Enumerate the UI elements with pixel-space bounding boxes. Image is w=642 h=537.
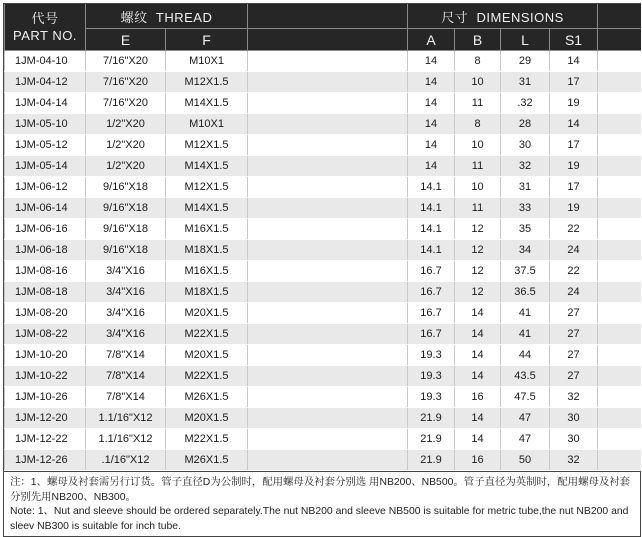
cell-b: 8 — [455, 114, 501, 135]
cell-s1: 19 — [550, 93, 598, 114]
cell-l: 29 — [501, 51, 550, 72]
notes — [4, 471, 640, 536]
table-row — [5, 450, 641, 471]
cell-a: 14 — [408, 135, 455, 156]
cell-a: 16.7 — [408, 303, 455, 324]
cell-part: 1JM-12-26 — [5, 450, 86, 471]
cell-a: 14 — [408, 156, 455, 177]
cell-a: 14 — [408, 114, 455, 135]
cell-a: 21.9 — [408, 429, 455, 450]
dimensions-header — [408, 4, 598, 29]
blank-cell — [598, 408, 641, 429]
cell-b: 14 — [455, 429, 501, 450]
cell-part: 1JM-10-22 — [5, 366, 86, 387]
cell-b: 12 — [455, 240, 501, 261]
blank-cell — [248, 282, 408, 303]
cell-b: 14 — [455, 345, 501, 366]
cell-b: 11 — [455, 198, 501, 219]
cell-a: 21.9 — [408, 408, 455, 429]
blank-cell — [248, 240, 408, 261]
table-row — [5, 366, 641, 387]
blank-cell — [248, 261, 408, 282]
cell-e: 7/16"X20 — [86, 72, 166, 93]
cell-s1: 27 — [550, 366, 598, 387]
table-row — [5, 219, 641, 240]
cell-f: M26X1.5 — [166, 387, 248, 408]
cell-l: 50 — [501, 450, 550, 471]
cell-l: 36.5 — [501, 282, 550, 303]
blank-cell — [248, 408, 408, 429]
cell-b: 12 — [455, 282, 501, 303]
cell-f: M20X1.5 — [166, 303, 248, 324]
cell-e: 1.1/16"X12 — [86, 429, 166, 450]
cell-l: 41 — [501, 324, 550, 345]
cell-b: 10 — [455, 72, 501, 93]
dimension-table — [4, 4, 641, 471]
blank-cell — [248, 303, 408, 324]
thread-header-en: THREAD — [155, 9, 213, 25]
col-a-header: A — [408, 29, 455, 51]
blank-cell — [248, 177, 408, 198]
blank-cell — [598, 198, 641, 219]
cell-l: 47.5 — [501, 387, 550, 408]
cell-s1: 27 — [550, 324, 598, 345]
cell-s1: 27 — [550, 345, 598, 366]
cell-f: M16X1.5 — [166, 261, 248, 282]
cell-l: 30 — [501, 135, 550, 156]
cell-l: 34 — [501, 240, 550, 261]
blank-cell — [248, 387, 408, 408]
cell-f: M22X1.5 — [166, 366, 248, 387]
cell-s1: 14 — [550, 51, 598, 72]
blank-cell — [248, 114, 408, 135]
cell-part: 1JM-05-14 — [5, 156, 86, 177]
blank-cell — [598, 303, 641, 324]
cell-part: 1JM-05-10 — [5, 114, 86, 135]
cell-a: 14.1 — [408, 240, 455, 261]
cell-l: 47 — [501, 408, 550, 429]
cell-b: 16 — [455, 387, 501, 408]
cell-f: M14X1.5 — [166, 156, 248, 177]
cell-b: 12 — [455, 219, 501, 240]
cell-f: M10X1 — [166, 114, 248, 135]
table-row — [5, 324, 641, 345]
blank-cell — [598, 156, 641, 177]
table-row — [5, 93, 641, 114]
table-row — [5, 408, 641, 429]
table-row — [5, 198, 641, 219]
cell-l: 43.5 — [501, 366, 550, 387]
cell-b: 14 — [455, 366, 501, 387]
table-row — [5, 345, 641, 366]
cell-part: 1JM-12-22 — [5, 429, 86, 450]
blank-cell — [598, 324, 641, 345]
cell-f: M12X1.5 — [166, 135, 248, 156]
cell-e: .1/16"X12 — [86, 450, 166, 471]
cell-f: M12X1.5 — [166, 177, 248, 198]
part-header-cn: 代号 — [31, 11, 59, 26]
cell-l: 31 — [501, 177, 550, 198]
blank-cell — [598, 282, 641, 303]
cell-e: 7/16"X20 — [86, 93, 166, 114]
cell-a: 14 — [408, 51, 455, 72]
blank-cell — [598, 219, 641, 240]
table-row — [5, 156, 641, 177]
part-number-header — [5, 4, 86, 51]
cell-part: 1JM-04-14 — [5, 93, 86, 114]
cell-f: M20X1.5 — [166, 408, 248, 429]
cell-b: 10 — [455, 135, 501, 156]
cell-part: 1JM-04-12 — [5, 72, 86, 93]
blank-cell — [248, 198, 408, 219]
cell-part: 1JM-06-18 — [5, 240, 86, 261]
blank-cell — [598, 450, 641, 471]
part-header-en: PART NO. — [13, 28, 77, 43]
cell-s1: 19 — [550, 198, 598, 219]
table-row — [5, 387, 641, 408]
table-row — [5, 72, 641, 93]
cell-s1: 22 — [550, 219, 598, 240]
blank-cell — [598, 387, 641, 408]
cell-e: 7/8"X14 — [86, 345, 166, 366]
cell-s1: 17 — [550, 72, 598, 93]
cell-f: M14X1.5 — [166, 93, 248, 114]
table-row — [5, 114, 641, 135]
cell-a: 14 — [408, 72, 455, 93]
blank-subheader — [248, 29, 408, 51]
cell-f: M22X1.5 — [166, 429, 248, 450]
blank-cell — [598, 135, 641, 156]
cell-e: 1/2"X20 — [86, 114, 166, 135]
note-en: Note: 1、Nut and sleeve should be ordered separately.The nut NB200 and sleeve NB500 is suitable for metric tube,the nut NB200 and sleev NB300 is suitable for inch tube. — [10, 506, 629, 532]
cell-f: M20X1.5 — [166, 345, 248, 366]
cell-s1: 32 — [550, 450, 598, 471]
cell-s1: 30 — [550, 408, 598, 429]
cell-s1: 22 — [550, 261, 598, 282]
col-l-header: L — [501, 29, 550, 51]
cell-part: 1JM-05-12 — [5, 135, 86, 156]
cell-a: 16.7 — [408, 282, 455, 303]
table-row — [5, 51, 641, 72]
cell-e: 9/16"X18 — [86, 198, 166, 219]
cell-f: M12X1.5 — [166, 72, 248, 93]
cell-s1: 17 — [550, 135, 598, 156]
cell-l: 31 — [501, 72, 550, 93]
cell-part: 1JM-12-20 — [5, 408, 86, 429]
cell-e: 9/16"X18 — [86, 219, 166, 240]
cell-a: 21.9 — [408, 450, 455, 471]
thread-header — [86, 4, 248, 29]
cell-b: 14 — [455, 303, 501, 324]
cell-l: 33 — [501, 198, 550, 219]
blank-cell — [248, 324, 408, 345]
blank-cell — [248, 72, 408, 93]
col-f-header: F — [166, 29, 248, 51]
thread-header-cn: 螺纹 — [120, 9, 148, 25]
cell-f: M22X1.5 — [166, 324, 248, 345]
blank-header-end — [598, 4, 641, 29]
col-s1-header: S1 — [550, 29, 598, 51]
cell-e: 9/16"X18 — [86, 240, 166, 261]
cell-part: 1JM-06-16 — [5, 219, 86, 240]
blank-cell — [248, 135, 408, 156]
cell-e: 3/4"X16 — [86, 282, 166, 303]
cell-e: 1.1/16"X12 — [86, 408, 166, 429]
cell-part: 1JM-08-20 — [5, 303, 86, 324]
dimension-sheet — [3, 3, 641, 537]
cell-e: 9/16"X18 — [86, 177, 166, 198]
table-row — [5, 303, 641, 324]
cell-b: 16 — [455, 450, 501, 471]
cell-f: M16X1.5 — [166, 219, 248, 240]
table-row — [5, 177, 641, 198]
cell-part: 1JM-10-20 — [5, 345, 86, 366]
cell-s1: 24 — [550, 240, 598, 261]
cell-a: 14 — [408, 93, 455, 114]
cell-e: 3/4"X16 — [86, 261, 166, 282]
table-row — [5, 282, 641, 303]
cell-a: 19.3 — [408, 366, 455, 387]
cell-l: 32 — [501, 156, 550, 177]
blank-cell — [598, 114, 641, 135]
cell-a: 16.7 — [408, 324, 455, 345]
cell-f: M10X1 — [166, 51, 248, 72]
cell-a: 14.1 — [408, 177, 455, 198]
blank-cell — [248, 51, 408, 72]
cell-b: 11 — [455, 93, 501, 114]
cell-part: 1JM-10-26 — [5, 387, 86, 408]
cell-e: 1/2"X20 — [86, 135, 166, 156]
cell-e: 1/2"X20 — [86, 156, 166, 177]
blank-cell — [248, 366, 408, 387]
cell-l: 35 — [501, 219, 550, 240]
cell-s1: 27 — [550, 303, 598, 324]
cell-part: 1JM-06-12 — [5, 177, 86, 198]
blank-cell — [598, 93, 641, 114]
cell-a: 14.1 — [408, 198, 455, 219]
cell-e: 3/4"X16 — [86, 303, 166, 324]
cell-a: 14.1 — [408, 219, 455, 240]
table-row — [5, 429, 641, 450]
cell-s1: 17 — [550, 177, 598, 198]
cell-l: 37.5 — [501, 261, 550, 282]
cell-l: 28 — [501, 114, 550, 135]
table-row — [5, 240, 641, 261]
cell-l: 47 — [501, 429, 550, 450]
blank-cell — [598, 366, 641, 387]
cell-s1: 14 — [550, 114, 598, 135]
table-row — [5, 261, 641, 282]
blank-cell — [598, 72, 641, 93]
note-cn: 注：1、螺母及衬套需另行订货。管子直径D为公制时，配用螺母及衬套分别选 用NB200、NB500。管子直径为英制时，配用螺母及衬套分别先用NB200、NB300。 — [10, 477, 631, 503]
cell-s1: 19 — [550, 156, 598, 177]
cell-b: 10 — [455, 177, 501, 198]
cell-part: 1JM-08-18 — [5, 282, 86, 303]
blank-cell — [248, 219, 408, 240]
cell-s1: 24 — [550, 282, 598, 303]
cell-a: 19.3 — [408, 387, 455, 408]
cell-e: 3/4"X16 — [86, 324, 166, 345]
cell-l: 41 — [501, 303, 550, 324]
blank-cell — [248, 450, 408, 471]
cell-s1: 30 — [550, 429, 598, 450]
cell-b: 12 — [455, 261, 501, 282]
blank-cell — [248, 345, 408, 366]
blank-cell — [598, 345, 641, 366]
cell-b: 14 — [455, 408, 501, 429]
col-e-header: E — [86, 29, 166, 51]
blank-cell — [598, 261, 641, 282]
blank-cell — [598, 51, 641, 72]
blank-cell — [598, 177, 641, 198]
table-header — [5, 4, 641, 51]
cell-f: M18X1.5 — [166, 282, 248, 303]
table-body — [5, 51, 641, 471]
blank-cell — [248, 93, 408, 114]
blank-cell — [598, 240, 641, 261]
cell-e: 7/8"X14 — [86, 387, 166, 408]
cell-f: M18X1.5 — [166, 240, 248, 261]
cell-part: 1JM-04-10 — [5, 51, 86, 72]
cell-b: 14 — [455, 324, 501, 345]
cell-part: 1JM-08-22 — [5, 324, 86, 345]
blank-header — [248, 4, 408, 29]
cell-f: M26X1.5 — [166, 450, 248, 471]
cell-f: M14X1.5 — [166, 198, 248, 219]
cell-b: 8 — [455, 51, 501, 72]
blank-cell — [598, 429, 641, 450]
cell-s1: 32 — [550, 387, 598, 408]
cell-part: 1JM-08-16 — [5, 261, 86, 282]
cell-part: 1JM-06-14 — [5, 198, 86, 219]
blank-cell — [248, 156, 408, 177]
blank-subheader-end — [598, 29, 641, 51]
cell-l: 44 — [501, 345, 550, 366]
cell-l: .32 — [501, 93, 550, 114]
col-b-header: B — [455, 29, 501, 51]
blank-cell — [248, 429, 408, 450]
cell-a: 19.3 — [408, 345, 455, 366]
cell-e: 7/16"X20 — [86, 51, 166, 72]
table-row — [5, 135, 641, 156]
cell-b: 11 — [455, 156, 501, 177]
cell-a: 16.7 — [408, 261, 455, 282]
dimensions-header-cn: 尺寸 — [441, 9, 469, 25]
dimensions-header-en: DIMENSIONS — [476, 9, 564, 25]
cell-e: 7/8"X14 — [86, 366, 166, 387]
